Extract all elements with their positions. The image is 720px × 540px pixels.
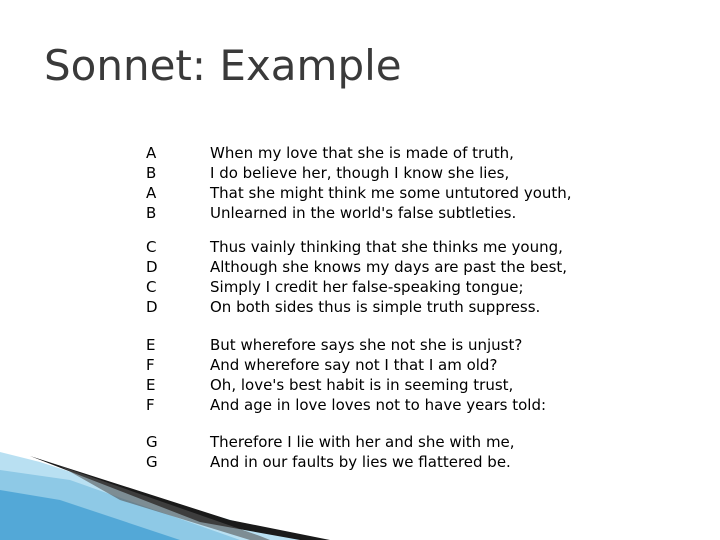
rhyme-letter: D bbox=[146, 258, 158, 276]
verse-text: Oh, love's best habit is in seeming trust, bbox=[210, 376, 514, 394]
stanza-1 bbox=[146, 143, 706, 223]
rhyme-letter: E bbox=[146, 376, 156, 394]
stanza-3 bbox=[146, 335, 706, 415]
rhyme-letter: F bbox=[146, 356, 155, 374]
verse-text: And age in love loves not to have years told: bbox=[210, 396, 547, 414]
verse-line bbox=[146, 277, 706, 297]
rhyme-letter: C bbox=[146, 278, 157, 296]
verse-line bbox=[146, 183, 706, 203]
verse-line bbox=[146, 203, 706, 223]
verse-line bbox=[146, 237, 706, 257]
verse-line bbox=[146, 143, 706, 163]
verse-text: That she might think me some untutored youth, bbox=[210, 184, 572, 202]
verse-line bbox=[146, 297, 706, 317]
verse-text: Thus vainly thinking that she thinks me young, bbox=[210, 238, 563, 256]
rhyme-letter: B bbox=[146, 164, 157, 182]
rhyme-letter: G bbox=[146, 433, 158, 451]
stanza-4 bbox=[146, 432, 706, 472]
verse-line bbox=[146, 163, 706, 183]
verse-text: Unlearned in the world's false subtleties. bbox=[210, 204, 517, 222]
stanza-2 bbox=[146, 237, 706, 317]
rhyme-letter: B bbox=[146, 204, 157, 222]
verse-text: Although she knows my days are past the best, bbox=[210, 258, 568, 276]
rhyme-letter: F bbox=[146, 396, 155, 414]
verse-line bbox=[146, 355, 706, 375]
verse-text: Therefore I lie with her and she with me, bbox=[210, 433, 515, 451]
rhyme-letter: A bbox=[146, 144, 157, 162]
rhyme-letter: E bbox=[146, 336, 156, 354]
verse-text: And wherefore say not I that I am old? bbox=[210, 356, 498, 374]
verse-line bbox=[146, 375, 706, 395]
verse-text: When my love that she is made of truth, bbox=[210, 144, 514, 162]
verse-text: But wherefore says she not she is unjust? bbox=[210, 336, 523, 354]
verse-text: Simply I credit her false-speaking tongue; bbox=[210, 278, 524, 296]
rhyme-letter: G bbox=[146, 453, 158, 471]
verse-text: I do believe her, though I know she lies, bbox=[210, 164, 510, 182]
verse-line bbox=[146, 432, 706, 452]
verse-line bbox=[146, 395, 706, 415]
verse-line bbox=[146, 257, 706, 277]
verse-text: And in our faults by lies we flattered be. bbox=[210, 453, 511, 471]
rhyme-letter: C bbox=[146, 238, 157, 256]
rhyme-letter: A bbox=[146, 184, 157, 202]
slide-title: Sonnet: Example bbox=[44, 41, 402, 90]
rhyme-letter: D bbox=[146, 298, 158, 316]
verse-line bbox=[146, 335, 706, 355]
verse-text: On both sides thus is simple truth suppress. bbox=[210, 298, 541, 316]
verse-line bbox=[146, 452, 706, 472]
